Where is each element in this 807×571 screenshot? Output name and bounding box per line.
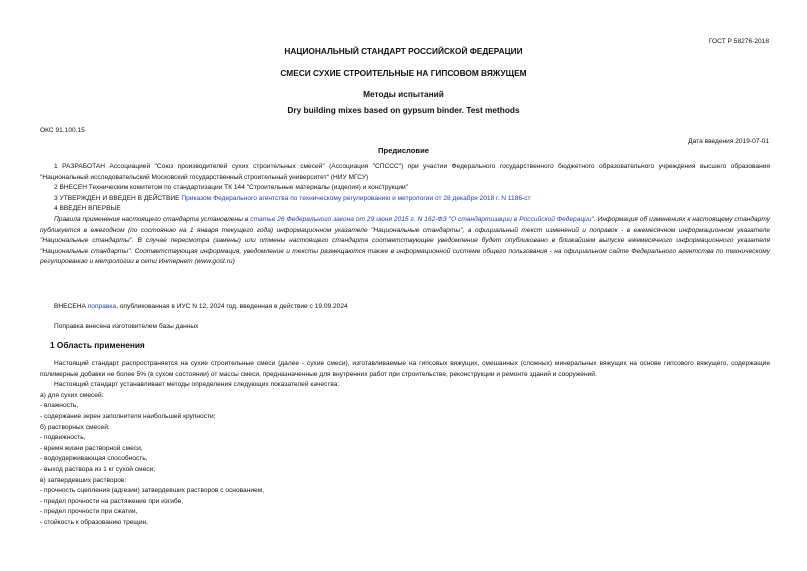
amendment-prefix: ВНЕСЕНА (54, 303, 88, 310)
preface-item-2: 2 ВНЕСЕН Техническим комитетом по стандартизации ТК 144 "Строительные материалы (изделия) и конструкции" (54, 184, 409, 192)
gost-number: ГОСТ Р 58276-2018 (708, 38, 769, 45)
intro-date: Дата введения 2019-07-01 (688, 138, 769, 145)
list-item: - прочность сцепления (адгезии) затвердевших растворов с основанием, (40, 487, 265, 495)
list-item: - водоудерживающая способность, (40, 455, 148, 463)
title-subject: СМЕСИ СУХИЕ СТРОИТЕЛЬНЫЕ НА ГИПСОВОМ ВЯЖУЩЕМ (280, 68, 527, 78)
list-item: - содержание зерен заполнителя наибольшей крупности; (40, 412, 216, 420)
amendment-note (40, 302, 770, 313)
list-item: - выход раствора из 1 кг сухой смеси; (40, 465, 156, 473)
section-1-heading: 1 Область применения (50, 340, 145, 350)
list-item: - влажность, (40, 402, 79, 410)
list-item: - предел прочности на растяжение при изгибе, (40, 497, 184, 505)
amendment-line (40, 302, 770, 313)
list-item: а) для сухих смесей: (40, 391, 104, 399)
list-item: в) затвердевших растворов: (40, 476, 127, 484)
rules-text-1: Правила применения настоящего стандарта установлены в (54, 215, 251, 223)
preface-item-3 (40, 194, 770, 205)
preface-item-4: 4 ВВЕДЕН ВПЕРВЫЕ (54, 205, 121, 213)
preface-body (40, 162, 770, 268)
preface-heading: Предисловие (378, 146, 429, 155)
preface-item-1: 1 РАЗРАБОТАН Ассоциацией "Союз производителей сухих строительных смесей" (Ассоциация "СПССС") при участии Федерального государственного бюджетного образовательного учреждения высшего образования "Национальный исследовательский Московский государственный строительный университет" (НИУ МГСУ) (40, 163, 770, 181)
order-link[interactable]: Приказом Федерального агентства по техническому регулированию и метрологии от 28 декабря 2018 г. N 1186-ст (181, 194, 531, 202)
oks-code: ОКС 91.100.15 (40, 127, 85, 134)
amendment-db-note-block (40, 322, 770, 333)
title-english: Dry building mixes based on gypsum binder. Test methods (287, 105, 520, 115)
preface-item-3-text: 3 УТВЕРЖДЕН И ВВЕДЕН В ДЕЙСТВИЕ (54, 194, 182, 202)
list-item: б) растворных смесей: (40, 423, 110, 431)
federal-law-link[interactable]: статье 26 Федерального закона от 29 июня 2015 г. N 162-ФЗ "О стандартизации в Российской Федерации" (250, 215, 594, 223)
amendment-db-note: Поправка внесена изготовителем базы данных (54, 323, 199, 330)
scope-paragraph: Настоящий стандарт распространяется на сухие строительные смеси (далее - сухие смеси), изготавливаемые на гипсовых вяжущих, смешанных (сложных) минеральных вяжущих на основе гипсового вяжущего, содержащие полимерные добавки не более 5% (в сухом состоянии) от массы смеси, предназначенные для внутренних работ при строительстве, реконструкции и ремонте зданий и сооружений. (40, 360, 770, 378)
list-item: - предел прочности при сжатии, (40, 508, 138, 516)
title-methods: Методы испытаний (363, 89, 444, 99)
list-item: - стойкость к образованию трещин, (40, 518, 149, 526)
application-rules (40, 215, 770, 268)
title-national-standard: НАЦИОНАЛЬНЫЙ СТАНДАРТ РОССИЙСКОЙ ФЕДЕРАЦИИ (284, 46, 523, 56)
rules-text-2: . Информация об изменениях к настоящему стандарту публикуется в ежегодном (по состоянию на 1 января текущего года) информационном указателе "Национальные стандарты", а официальный текст изменений и поправок - в ежемесячном информационном указателе "Национальные стандарты". В случае пересмотра (замены) или отмены настоящего стандарта соответствующее уведомление будет опубликовано в ближайшем выпуске ежемесячного информационного указателя "Национальные стандарты". Соответствующая информация, уведомление и тексты размещаются также в информационной системе общего пользования - на официальном сайте Федерального агентства по техническому регулированию и метрологии в сети Интернет (www.gost.ru) (40, 215, 771, 266)
list-item: - время жизни растворной смеси, (40, 444, 143, 452)
amendment-suffix: , опубликованная в ИУС N 12, 2024 год, введенная в действие с 19.09.2024 (116, 303, 348, 310)
amendment-link[interactable]: поправка (87, 303, 117, 310)
list-item: - подвижность, (40, 434, 86, 442)
scope-methods-intro: Настоящий стандарт устанавливает методы определения следующих показателей качества: (54, 381, 340, 389)
section-1-body (40, 359, 770, 529)
